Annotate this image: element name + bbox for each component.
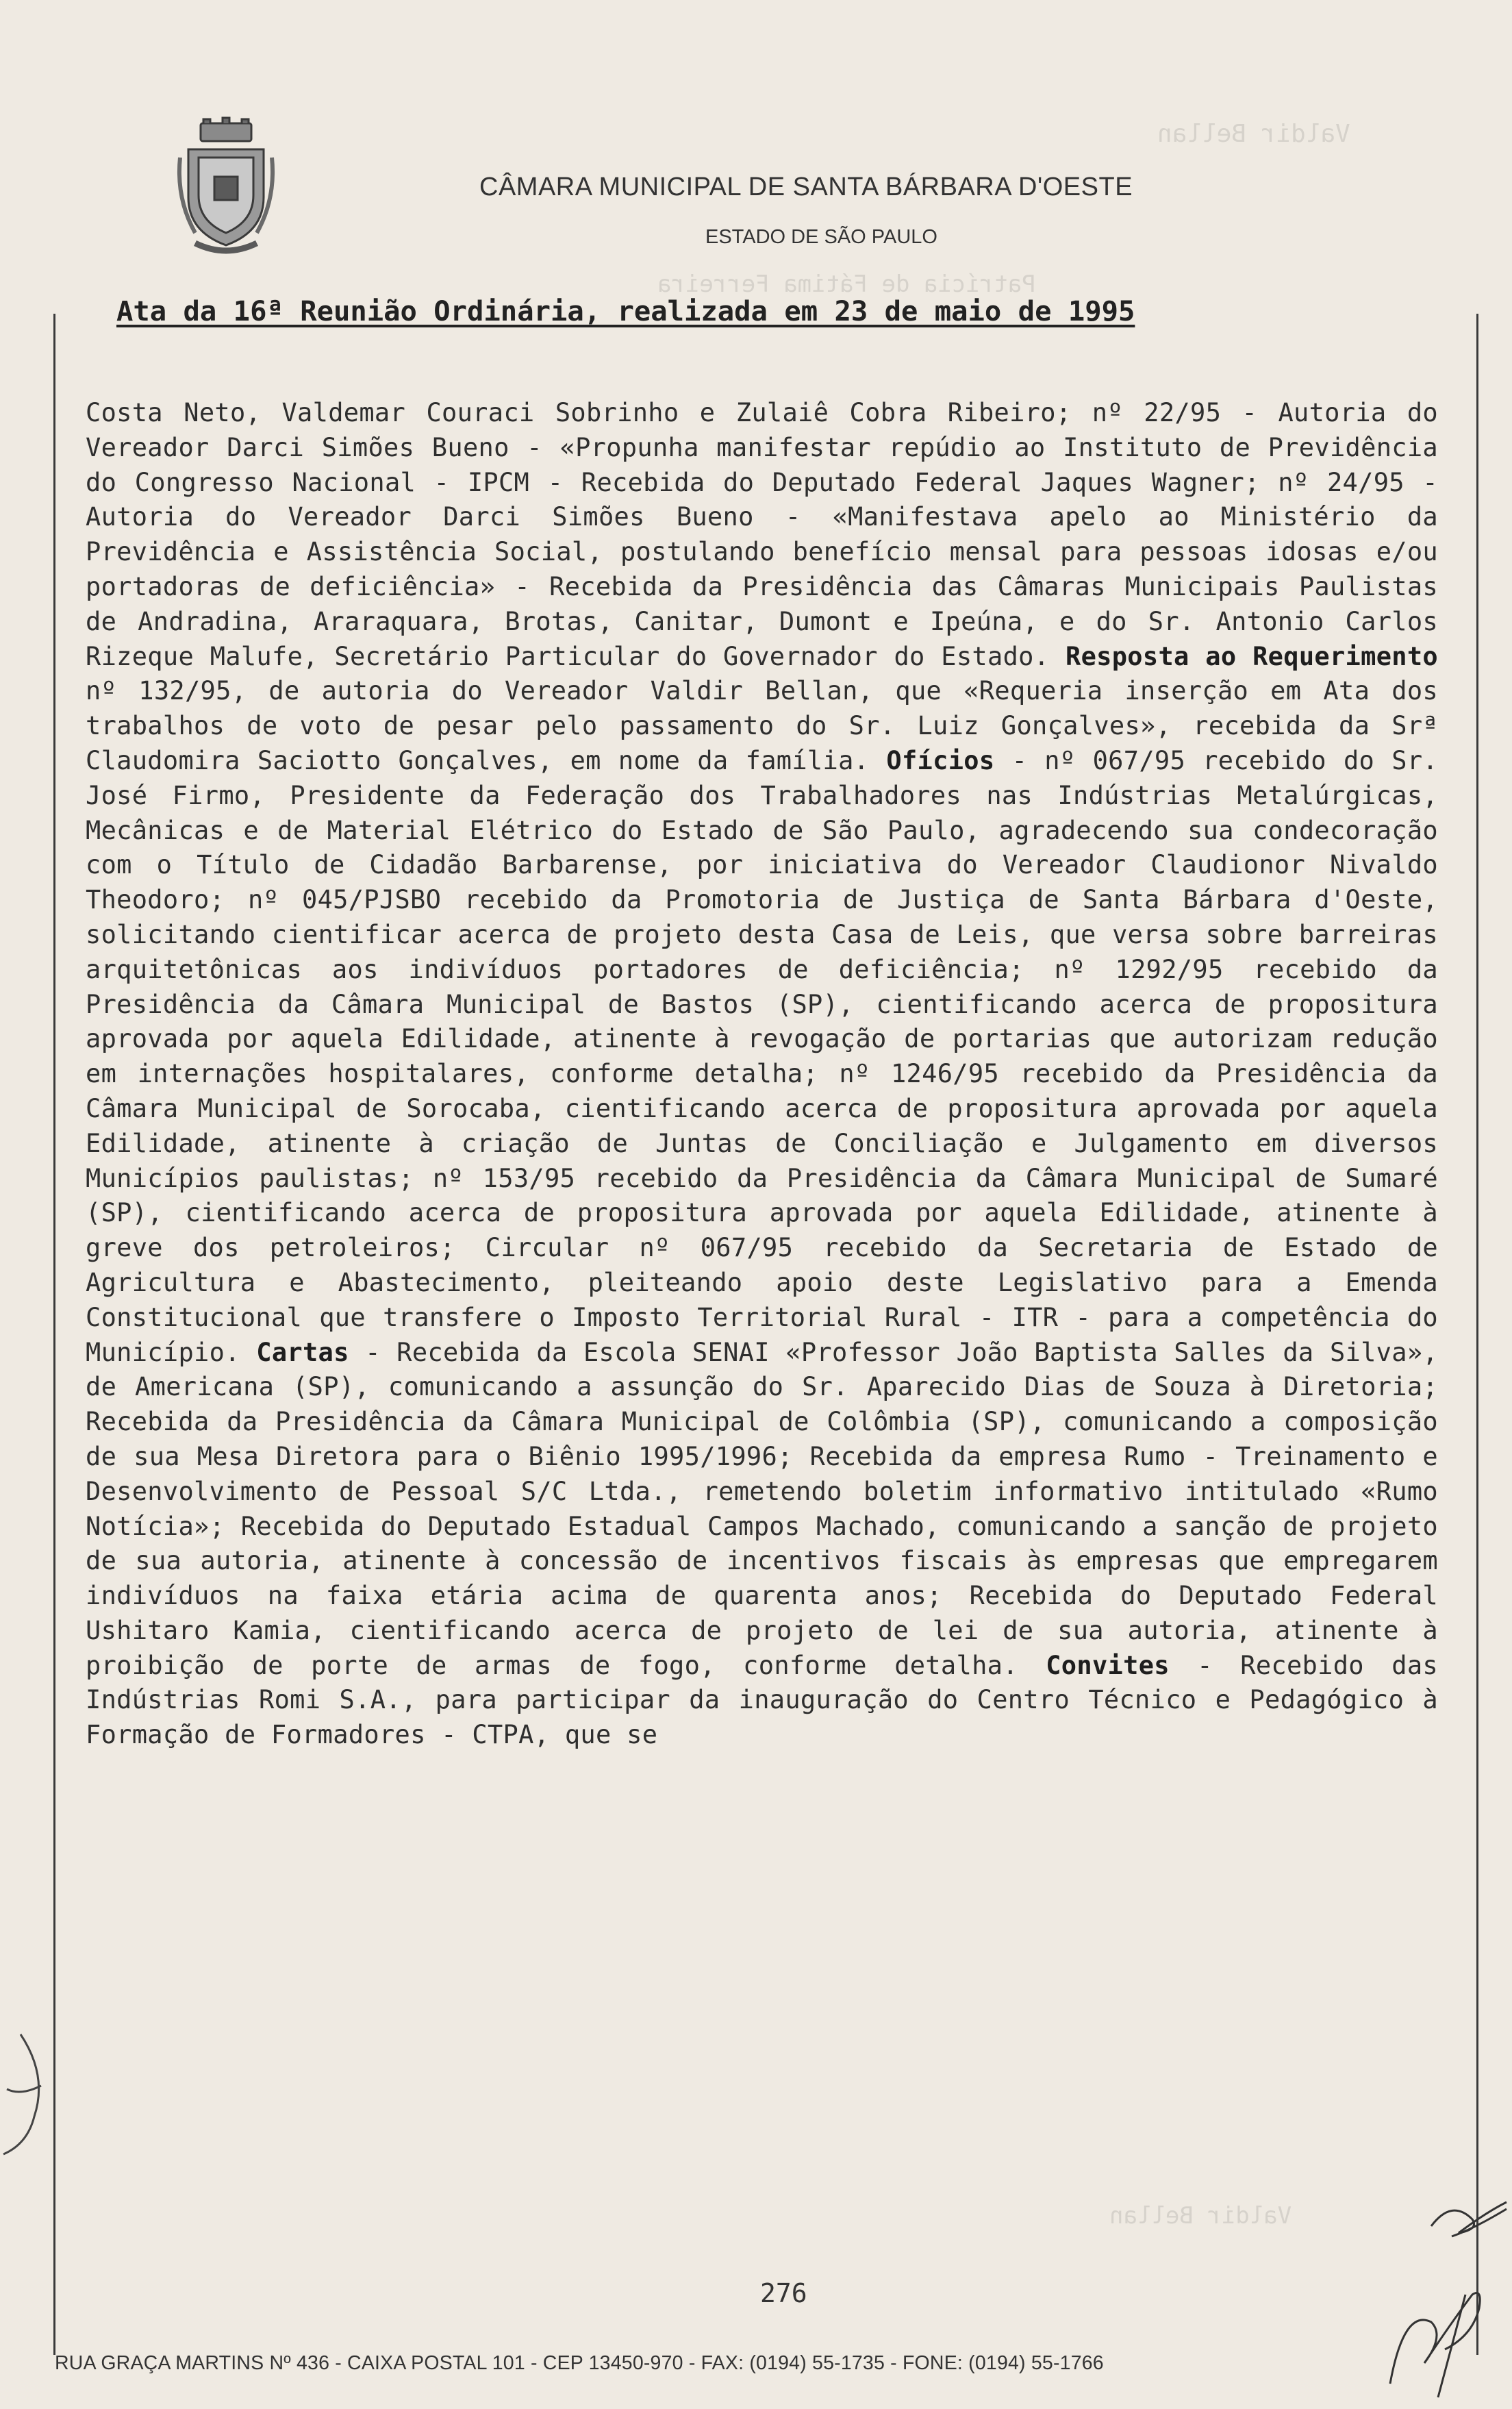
paragraph: nº 132/95, de autoria do Vereador Valdir Bellan, que «Requeria inserção em Ata dos trabalhos de voto de pesar pelo passamento do Sr. Luiz Gonçalves», recebida da Srª Claudomira Saciotto Gonçalves, em nome da família.: [86, 676, 1438, 775]
bleed-through: Valdir Bellan: [1157, 120, 1350, 148]
section-heading-cards: Cartas: [256, 1337, 349, 1367]
paragraph: - Recebido das Indústrias Romi S.A., para participar da inauguração do Centro Técnico e Pedagógico à Formação de Formadores - CTPA, que se: [86, 1650, 1439, 1750]
right-margin-rule: [1476, 314, 1478, 2355]
state-name: ESTADO DE SÃO PAULO: [705, 226, 937, 248]
bleed-through: Valdir Bellan: [1109, 2202, 1292, 2230]
section-heading-response: Resposta ao Requerimento: [1066, 641, 1438, 671]
minutes-title: Ata da 16ª Reunião Ordinária, realizada em 23 de maio de 1995: [116, 295, 1135, 327]
section-heading-letters: Ofícios: [886, 745, 995, 775]
margin-signature-icon: [0, 2027, 55, 2164]
bleed-through: Patrícia de Fátima Ferreira: [657, 271, 1036, 298]
paragraph: Costa Neto, Valdemar Couraci Sobrinho e Zulaiê Cobra Ribeiro; nº 22/95 - Autoria do Vereador Darci Simões Bueno - «Propunha manifestar repúdio ao Instituto de Previdência do Congresso Nacional - IPCM - Recebida do Deputado Federal Jaques Wagner; nº 24/95 - Autoria do Vereador Darci Simões Bueno - «Manifestava apelo ao Ministério da Previdência e Assistência Social, postulando benefício mensal para pessoas idosas e/ou portadoras de deficiência» - Recebida da Presidência das Câmaras Municipais Paulistas de Andradina, Araraquara, Brotas, Canitar, Dumont e Ipeúna, e do Sr. Antonio Carlos Rizeque Malufe, Secretário Particular do Governador do Estado.: [86, 398, 1438, 671]
footer-address: RUA GRAÇA MARTINS Nº 436 - CAIXA POSTAL 101 - CEP 13450-970 - FAX: (0194) 55-1735 - FONE: (0194) 55-1766: [55, 2352, 1104, 2374]
page-number: 276: [760, 2278, 807, 2308]
initials-signature-icon: [1424, 2185, 1512, 2247]
municipal-crest-icon: [175, 116, 277, 260]
minutes-body: [86, 396, 1438, 1753]
paragraph: - Recebida da Escola SENAI «Professor João Baptista Salles da Silva», de Americana (SP), comunicando a assunção do Sr. Aparecido Dias de Souza à Diretoria; Recebida da Presidência da Câmara Municipal de Colômbia (SP), comunicando a composição de sua Mesa Diretora para o Biênio 1995/1996; Recebida da empresa Rumo - Treinamento e Desenvolvimento de Pessoal S/C Ltda., remetendo boletim informativo intitulado «Rumo Notícia»; Recebida do Deputado Estadual Campos Machado, comunicando a sanção de projeto de sua autoria, atinente à concessão de incentivos fiscais às empresas que empregarem indivíduos na faixa etária acima de quarenta anos; Recebida do Deputado Federal Ushitaro Kamia, cientificando acerca de projeto de lei de sua autoria, atinente à proibição de porte de armas de fogo, conforme detalha.: [86, 1337, 1438, 1680]
chamber-name: CÂMARA MUNICIPAL DE SANTA BÁRBARA D'OESTE: [479, 173, 1133, 201]
paragraph: - nº 067/95 recebido do Sr. José Firmo, Presidente da Federação dos Trabalhadores nas Indústrias Metalúrgicas, Mecânicas e de Material Elétrico do Estado de São Paulo, agradecendo sua condecoração com o Título de Cidadão Barbarense, por iniciativa do Vereador Claudionor Nivaldo Theodoro; nº 045/PJSBO recebido da Promotoria de Justiça de Santa Bárbara d'Oeste, solicitando cientificar acerca de projeto desta Casa de Leis, que versa sobre barreiras arquitetônicas aos indivíduos portadores de deficiência; nº 1292/95 recebido da Presidência da Câmara Municipal de Bastos (SP), cientificando acerca de propositura aprovada por aquela Edilidade, atinente à revogação de portarias que autorizam redução em internações hospitalares, conforme detalha; nº 1246/95 recebido da Presidência da Câmara Municipal de Sorocaba, cientificando acerca de propositura aprovada por aquela Edilidade, atinente à criação de Juntas de Conciliação e Julgamento em diversos Municípios paulistas; nº 153/95 recebido da Presidência da Câmara Municipal de Sumaré (SP), cientificando acerca de propositura aprovada por aquela Edilidade, atinente à greve dos petroleiros; Circular nº 067/95 recebido da Secretaria de Estado de Agricultura e Abastecimento, pleiteando apoio deste Legislativo para a Emenda Constitucional que transfere o Imposto Territorial Rural - ITR - para a competência do Município.: [86, 745, 1438, 1367]
bottom-signature-icon: [1376, 2281, 1507, 2404]
section-heading-invitations: Convites: [1046, 1650, 1170, 1680]
